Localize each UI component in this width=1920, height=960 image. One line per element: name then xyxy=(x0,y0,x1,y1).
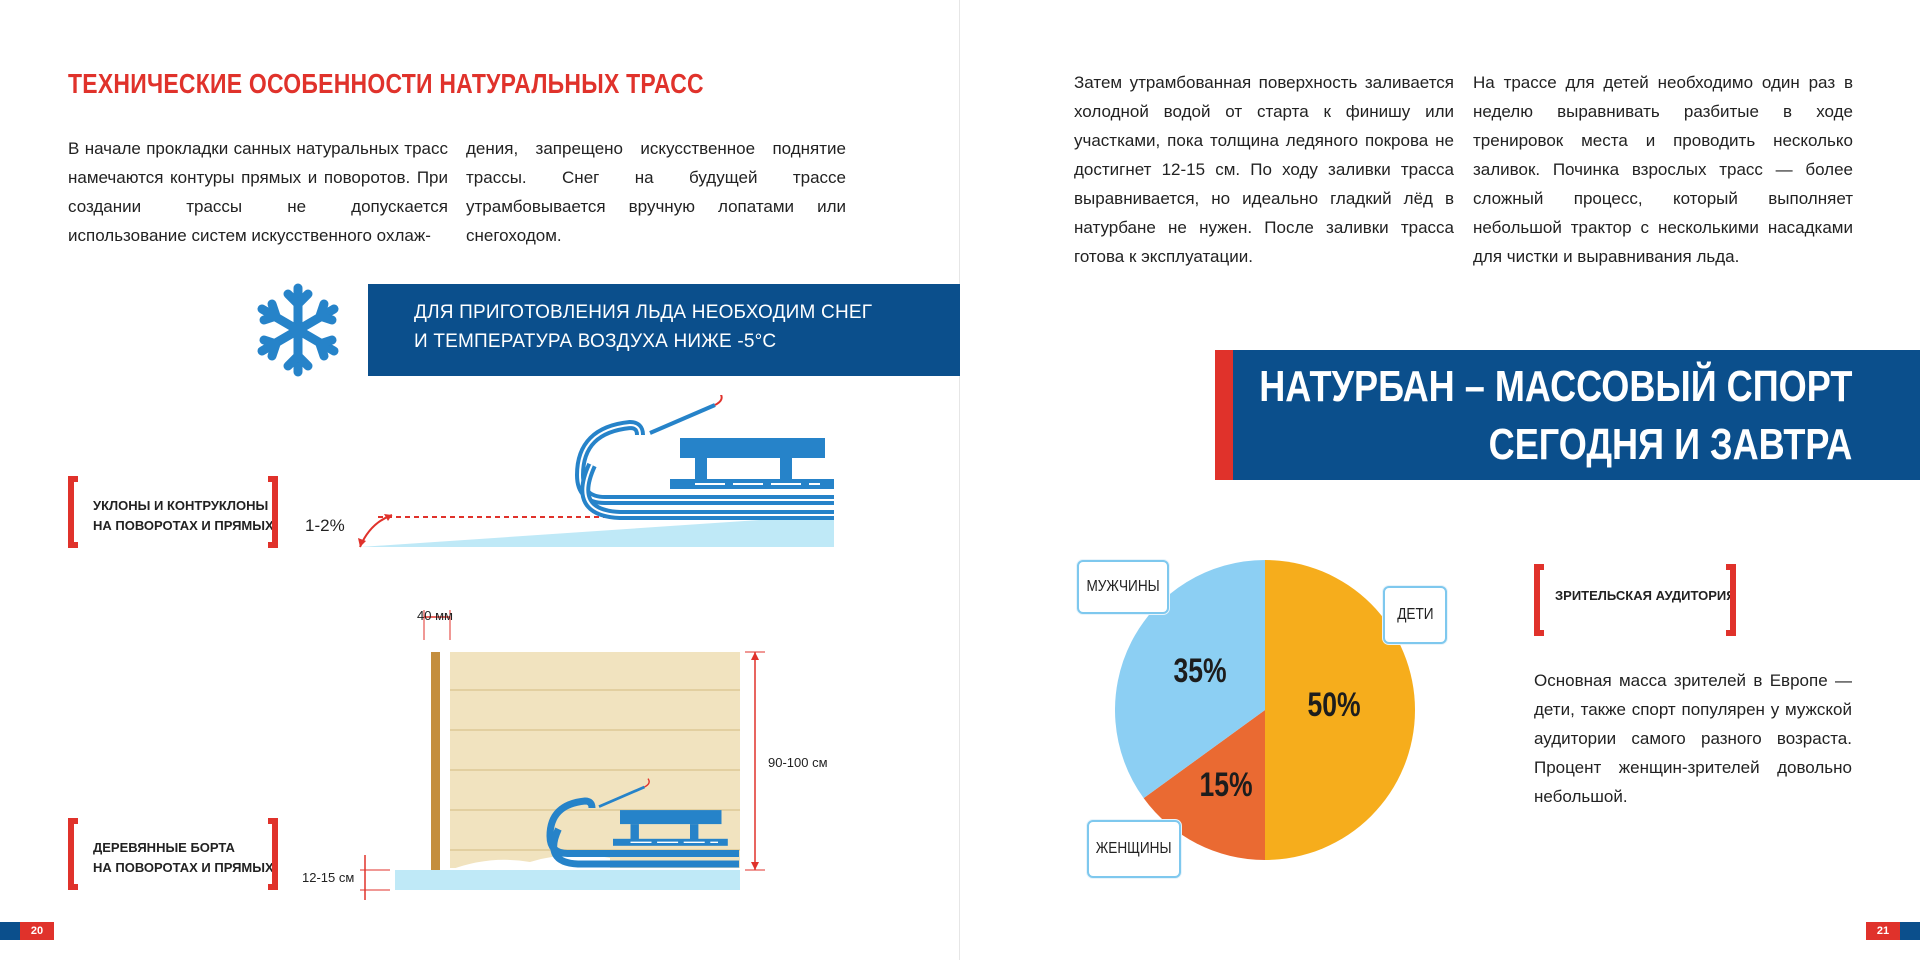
section-title-line-1: НАТУРБАН – МАССОВЫЙ СПОРТ xyxy=(1258,362,1852,411)
text-column-1: Затем утрамбованная поверхность заливается холодной водой от старта к финишу или участками, пока толщина ледяного покрова не достигнет 12-15 см. По ходу заливки трасса выравнивается, но идеально гладкий лёд в натурбане не нужен. После заливки трасса готова к эксплуатации. xyxy=(1074,73,1454,266)
boards-label-line-2: НА ПОВОРОТАХ И ПРЯМЫХ xyxy=(93,860,274,875)
page-number: 20 xyxy=(20,922,54,940)
ice-thickness-label: 12-15 см xyxy=(302,870,355,885)
sled-icon xyxy=(580,395,834,515)
board-height-label: 90-100 см xyxy=(768,755,828,770)
bracket-right xyxy=(268,818,278,890)
slope-percent: 1-2% xyxy=(305,516,345,535)
ice-layer xyxy=(395,870,740,890)
bracket-right xyxy=(1726,564,1736,636)
page-number-strip xyxy=(1900,922,1920,940)
banner-line-1: ДЛЯ ПРИГОТОВЛЕНИЯ ЛЬДА НЕОБХОДИМ СНЕГ xyxy=(414,302,873,323)
legend-men: МУЖЧИНЫ xyxy=(1077,560,1169,614)
snowflake-icon xyxy=(250,280,346,380)
boards-diagram xyxy=(290,600,830,910)
pie-label-men: 35% xyxy=(1173,652,1227,690)
audience-text: Основная масса зрителей в Европе — дети, также спорт популярен у мужской аудитории самого разного возраста. Процент женщин-зрителей довольно небольшой. xyxy=(1534,671,1852,806)
slopes-label-line-1: УКЛОНЫ И КОНТРУКЛОНЫ xyxy=(93,498,269,513)
intro-column-2: дения, запрещено искусственное поднятие трассы. Снег на будущей трассе утрамбовывается вручную лопатами или снегоходом. xyxy=(466,139,846,245)
bracket-left xyxy=(68,818,78,890)
legend-children: ДЕТИ xyxy=(1383,586,1447,644)
slope-diagram xyxy=(340,395,840,555)
ice-conditions-banner xyxy=(368,284,960,376)
banner-line-2: И ТЕМПЕРАТУРА ВОЗДУХА НИЖЕ -5°С xyxy=(414,331,777,352)
page-number: 21 xyxy=(1866,922,1900,940)
bracket-right xyxy=(268,476,278,548)
pie-label-women: 15% xyxy=(1199,766,1253,804)
page-heading: ТЕХНИЧЕСКИЕ ОСОБЕННОСТИ НАТУРАЛЬНЫХ ТРАСС xyxy=(68,68,704,99)
board-width-label: 40 мм xyxy=(417,608,453,623)
section-title-line-2: СЕГОДНЯ И ЗАВТРА xyxy=(1488,420,1852,469)
slopes-label-line-2: НА ПОВОРОТАХ И ПРЯМЫХ xyxy=(93,518,274,533)
section-title-banner xyxy=(1215,350,1920,480)
board-post xyxy=(431,652,440,870)
bracket-left xyxy=(1534,564,1544,636)
pie-label-children: 50% xyxy=(1307,686,1361,724)
boards-label-line-1: ДЕРЕВЯННЫЕ БОРТА xyxy=(93,840,235,855)
legend-women: ЖЕНЩИНЫ xyxy=(1087,820,1181,878)
text-column-2: На трассе для детей необходимо один раз в неделю выравнивать разбитые в ходе тренировок места и проводить несколько заливок. Починка взрослых трасс — более сложный процесс, который выполняет небольшой трактор с несколькими насадками для чистки и выравнивания льда. xyxy=(1473,73,1853,266)
page-gutter xyxy=(959,0,960,960)
audience-label: ЗРИТЕЛЬСКАЯ АУДИТОРИЯ xyxy=(1555,588,1736,603)
bracket-left xyxy=(68,476,78,548)
title-accent-bar xyxy=(1215,350,1233,480)
intro-column-1: В начале прокладки санных натуральных трасс намечаются контуры прямых и поворотов. При создании трассы не допускается использование систем искусственного охлаж- xyxy=(68,139,448,245)
